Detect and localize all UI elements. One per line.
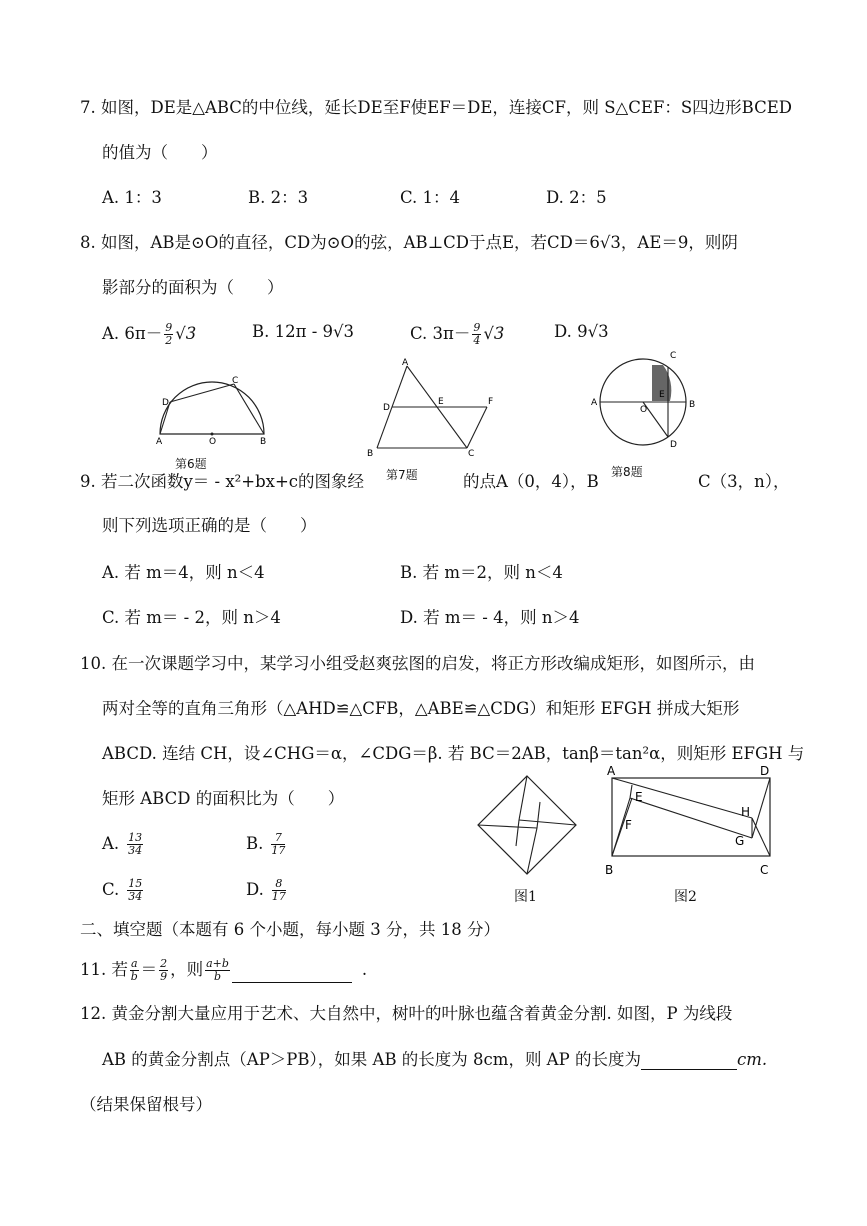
fig7-label-b: B: [367, 449, 374, 458]
fig2-label-e: E: [635, 790, 643, 804]
fig8-label-c: C: [670, 351, 677, 361]
q8-option-b: B. 12π - 9√3: [252, 322, 355, 341]
q9-option-c: C. 若 m＝ - 2，则 n＞4: [102, 608, 281, 627]
figure-q10-fig2: [602, 763, 782, 881]
q9-stem-line1-c: C（3，n），: [698, 472, 790, 491]
q9-option-a: A. 若 m＝4，则 n＜4: [102, 563, 265, 582]
q9-option-d: D. 若 m＝ - 4，则 n＞4: [400, 608, 580, 627]
fig6-label-o: O: [209, 437, 217, 447]
figure-q10-fig1-caption: 图1: [514, 889, 537, 905]
q10-option-d: D. $\frac{8}{17}$: [246, 877, 286, 903]
q8-option-c-fraction: $\frac{9}{4}$: [473, 321, 481, 347]
q8-stem-line2: 影部分的面积为（ ）: [102, 278, 284, 297]
fig8-label-a: A: [591, 398, 598, 408]
q10-stem-line3: ABCD. 连结 CH，设∠CHG＝α，∠CDG＝β. 若 BC＝2AB，tanβ＝tan²α，则矩形 EFGH 与: [102, 744, 805, 763]
q11-frac-a-plus-b-over-b: $\frac{a+b}{b}$: [206, 957, 229, 983]
fig2-label-d: D: [760, 764, 770, 778]
q10-stem-line4: 矩形 ABCD 的面积比为（ ）: [102, 789, 345, 808]
figure-q10-fig1: [474, 770, 580, 878]
q7-stem-line2: 的值为（ ）: [102, 143, 218, 162]
q10-option-c: C. $\frac{15}{34}$: [102, 877, 143, 903]
q11-answer-blank[interactable]: [232, 966, 352, 983]
q12-answer-blank[interactable]: [641, 1053, 737, 1070]
fig7-label-f: F: [488, 397, 494, 407]
q10-stem-line2: 两对全等的直角三角形（△AHD≌△CFB，△ABE≌△CDG）和矩形 EFGH 拼成大矩形: [102, 699, 740, 718]
q11-stem: 11. 若 $\frac{a}{b}$ ＝ $\frac{2}{9}$ ，则 $\frac{a+b}{b}$ .: [80, 957, 368, 983]
q8-option-c: C. 3π－ $\frac{9}{4}$ √3: [410, 321, 505, 347]
q9-stem-line1-a: 9. 若二次函数y＝ - x²+bx+c的图象经: [80, 472, 365, 491]
section-2-title: 二、填空题（本题有 6 个小题，每小题 3 分，共 18 分）: [80, 920, 500, 939]
fig2-label-h: H: [741, 805, 751, 819]
fig8-label-b: B: [689, 400, 696, 410]
figure-7-triangle: [365, 356, 505, 458]
q8-stem-line1: 8. 如图，AB是⊙O的直径，CD为⊙O的弦，AB⊥CD于点E，若CD＝6√3，AE＝9，则阴: [80, 233, 738, 252]
q12-stem-line1: 12. 黄金分割大量应用于艺术、大自然中，树叶的叶脉也蕴含着黄金分割. 如图，P 为线段: [80, 1004, 733, 1023]
fig2-label-c: C: [760, 863, 769, 877]
q9-stem-line1-b: 的点A（0，4），B: [463, 472, 599, 491]
q8-option-a-fraction: $\frac{9}{2}$: [165, 321, 173, 347]
q11-frac-2-over-9: $\frac{2}{9}$: [160, 957, 168, 983]
fig8-label-e: E: [659, 390, 665, 400]
figure-6-semicircle: [150, 372, 275, 447]
fig8-label-o: O: [640, 405, 648, 415]
fig6-label-c: C: [232, 376, 239, 386]
q8-option-d: D. 9√3: [554, 322, 609, 341]
figure-7-caption: 第7题: [386, 468, 418, 482]
fig7-label-e: E: [438, 397, 444, 407]
fig7-label-c: C: [468, 449, 475, 458]
q12-stem-line2: AB 的黄金分割点（AP＞PB），如果 AB 的长度为 8cm，则 AP 的长度为 cm.: [102, 1050, 768, 1069]
q10-option-a: A. $\frac{13}{34}$: [102, 831, 143, 857]
figure-q10-fig2-caption: 图2: [674, 889, 697, 905]
fig2-label-g: G: [735, 834, 745, 848]
q7-option-b: B. 2：3: [248, 188, 309, 207]
q9-option-b: B. 若 m＝2，则 n＜4: [400, 563, 563, 582]
fig7-label-d: D: [383, 403, 390, 413]
fig8-label-d: D: [670, 440, 677, 450]
q7-option-c: C. 1：4: [400, 188, 461, 207]
q7-stem-line1: 7. 如图，DE是△ABC的中位线，延长DE至F使EF＝DE，连接CF，则 S△CEF：S四边形BCED: [80, 98, 792, 117]
figure-6-caption: 第6题: [175, 457, 207, 471]
fig2-label-f: F: [625, 818, 632, 832]
q11-frac-a-over-b: $\frac{a}{b}$: [130, 957, 138, 983]
fig7-label-a: A: [402, 358, 409, 368]
q10-option-b: B. $\frac{7}{17}$: [246, 831, 286, 857]
q12-stem-line3: （结果保留根号）: [80, 1095, 212, 1114]
fig2-label-b: B: [605, 863, 614, 877]
figure-8-caption: 第8题: [611, 465, 643, 479]
fig6-label-b: B: [260, 437, 267, 447]
fig2-label-a: A: [607, 764, 616, 778]
q10-stem-line1: 10. 在一次课题学习中，某学习小组受赵爽弦图的启发，将正方形改编成矩形，如图所示，由: [80, 654, 755, 673]
figure-8-circle: [590, 345, 710, 455]
q8-option-a: A. 6π－ $\frac{9}{2}$ √3: [102, 321, 197, 347]
q7-option-a: A. 1：3: [102, 188, 162, 207]
q7-option-d: D. 2：5: [546, 188, 607, 207]
fig6-label-a: A: [156, 437, 163, 447]
q9-stem-line2: 则下列选项正确的是（ ）: [102, 516, 317, 535]
fig6-label-d: D: [162, 398, 169, 408]
